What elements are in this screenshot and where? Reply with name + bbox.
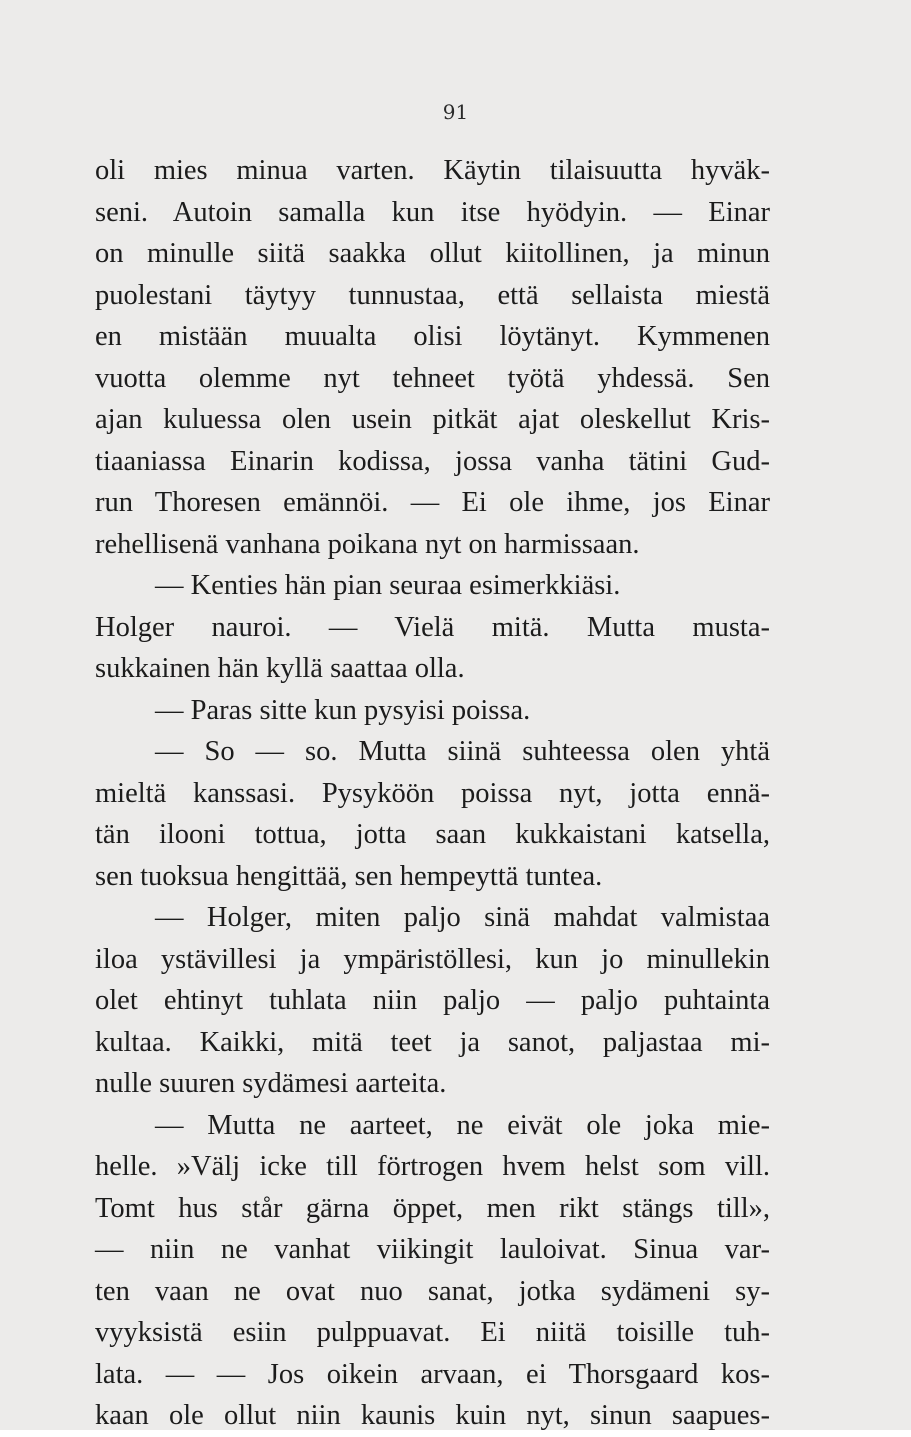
text-line: Tomt hus står gärna öppet, men rikt stängs till»,: [95, 1192, 770, 1224]
text-line: sen tuoksua hengittää, sen hempeyttä tuntea.: [95, 860, 603, 892]
text-line: on minulle siitä saakka ollut kiitollinen, ja minun: [95, 238, 770, 269]
text-line: seni. Autoin samalla kun itse hyödyin. — Einar: [95, 196, 770, 228]
text-line: tiaaniassa Einarin kodissa, jossa vanha tätini Gud-: [95, 445, 770, 477]
text-line: oli mies minua varten. Käytin tilaisuutta hyväk-: [95, 155, 770, 186]
text-line: — niin ne vanhat viikingit lauloivat. Sinua var-: [95, 1234, 770, 1265]
text-line: nulle suuren sydämesi aarteita.: [95, 1068, 447, 1099]
text-line: puolestani täytyy tunnustaa, että sellaista miestä: [95, 279, 770, 311]
text-line: Holger nauroi. — Vielä mitä. Mutta musta-: [95, 611, 770, 643]
text-line: olet ehtinyt tuhlata niin paljo — paljo puhtainta: [95, 985, 770, 1016]
text-line: — Paras sitte kun pysyisi poissa.: [155, 694, 531, 726]
text-line: helle. »Välj icke till förtrogen hvem helst som vill.: [95, 1151, 770, 1182]
body-text: [95, 150, 770, 1437]
text-line: run Thoresen emännöi. — Ei ole ihme, jos Einar: [95, 487, 770, 518]
text-line: kultaa. Kaikki, mitä teet ja sanot, paljastaa mi-: [95, 1026, 770, 1058]
text-line: rehellisenä vanhana poikana nyt on harmissaan.: [95, 528, 640, 560]
text-line: iloa ystävillesi ja ympäristöllesi, kun jo minullekin: [95, 943, 770, 975]
text-line: tän ilooni tottua, jotta saan kukkaistani katsella,: [95, 819, 770, 850]
text-line: vyyksistä esiin pulppuavat. Ei niitä toisille tuh-: [95, 1317, 770, 1348]
text-line: ajan kuluessa olen usein pitkät ajat oleskellut Kris-: [95, 404, 770, 435]
text-line: — So — so. Mutta siinä suhteessa olen yhtä: [155, 736, 770, 767]
text-line: — Mutta ne aarteet, ne eivät ole joka mie-: [155, 1109, 770, 1141]
text-line: sukkainen hän kyllä saattaa olla.: [95, 653, 465, 684]
text-line: — Holger, miten paljo sinä mahdat valmistaa: [155, 902, 770, 933]
text-line: — Kenties hän pian seuraa esimerkkiäsi.: [155, 570, 621, 601]
page-number: 91: [442, 100, 469, 124]
text-line: kaan ole ollut niin kaunis kuin nyt, sinun saapues-: [95, 1400, 770, 1431]
text-line: ten vaan ne ovat nuo sanat, jotka sydämeni sy-: [95, 1275, 770, 1307]
text-line: vuotta olemme nyt tehneet työtä yhdessä. Sen: [95, 362, 770, 394]
text-line: lata. — — Jos oikein arvaan, ei Thorsgaard kos-: [95, 1358, 770, 1390]
text-line: en mistään muualta olisi löytänyt. Kymmenen: [95, 321, 770, 352]
text-line: mieltä kanssasi. Pysyköön poissa nyt, jotta ennä-: [95, 777, 770, 809]
